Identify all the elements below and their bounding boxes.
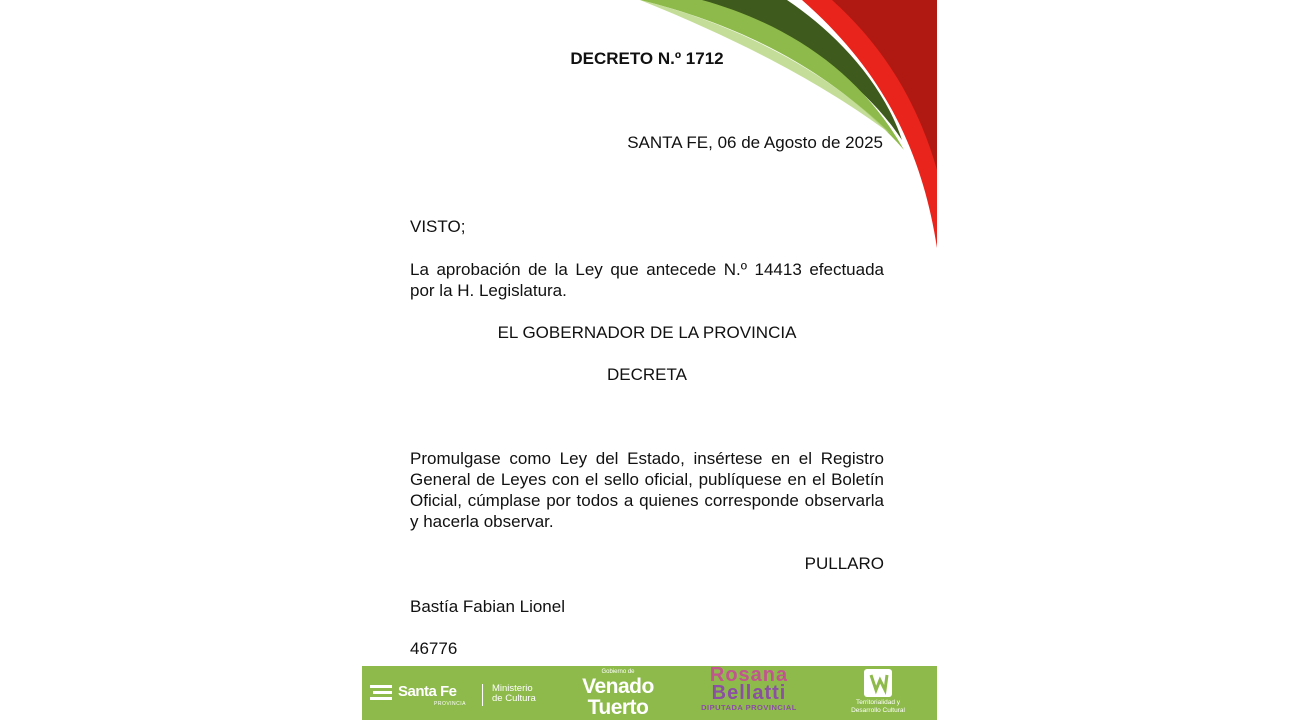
governor-line: EL GOBERNADOR DE LA PROVINCIA (497, 323, 797, 342)
venado-tuerto-logo (568, 669, 668, 719)
candidate-last-name: Bellatti (711, 682, 787, 704)
ministerio-cultura-label (492, 684, 536, 704)
territorialidad-logo (838, 668, 918, 714)
decree-title: DECRETO N.º 1712 (570, 49, 724, 68)
territorialidad-line2: Desarrollo Cultural (851, 707, 905, 714)
ministerio-line1: Ministerio (492, 683, 533, 694)
territorialidad-emblem-icon (863, 668, 893, 698)
logo-divider (482, 684, 483, 706)
venado-label: Venado (582, 675, 654, 698)
governor-signature: PULLARO (804, 554, 884, 573)
santa-fe-logo (370, 680, 540, 708)
decree-date: SANTA FE, 06 de Agosto de 2025 (627, 133, 883, 152)
visto-paragraph: La aprobación de la Ley que antecede N.º 14413 efectuada por la H. Legislatura. (410, 260, 884, 300)
territorialidad-line1: Territorialidad y (855, 699, 901, 706)
document-page (362, 0, 937, 720)
santa-fe-emblem-icon (370, 683, 394, 703)
santa-fe-wordmark: Santa Fe (398, 683, 457, 700)
visto-heading: VISTO; (410, 217, 466, 236)
ministerio-line2: de Cultura (492, 693, 536, 704)
provincia-label: PROVINCIA (434, 701, 467, 707)
gobierno-de-label: Gobierno de (601, 669, 635, 675)
tuerto-label: Tuerto (587, 696, 649, 719)
bellatti-logo (690, 664, 808, 719)
candidate-role: DIPUTADA PROVINCIAL (701, 703, 797, 712)
footer-sponsor-bar (362, 666, 937, 720)
decree-article-paragraph: Promulgase como Ley del Estado, insértese en el Registro General de Leyes con el sello oficial, publíquese en el Boletín Oficial, cúmplase por todos a quienes corresponde observarla y hacerla observar. (410, 449, 884, 531)
record-number: 46776 (410, 639, 458, 658)
minister-name: Bastía Fabian Lionel (410, 597, 565, 616)
decreta-heading: DECRETA (607, 365, 687, 384)
candidate-first-name: Rosana (709, 664, 789, 686)
